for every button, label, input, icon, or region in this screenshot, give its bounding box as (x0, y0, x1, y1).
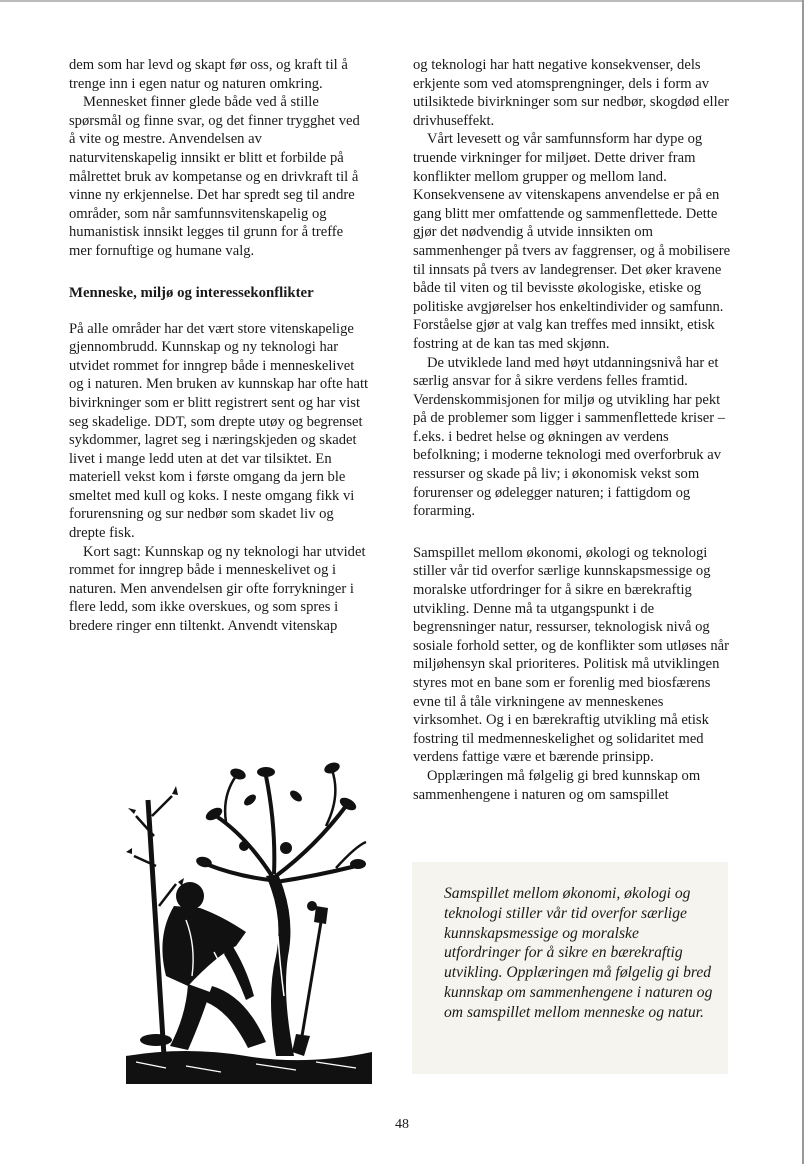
left-paragraph-3: På alle områder har det vært store vitenskapelige gjennombrudd. Kunnskap og ny teknologi har utvidet rommet for inngrep både i menneskelivet og i naturen. Men bruken av kunnskap har ofte hatt bivirkninger som er blitt registrert sent og har vist seg skadelige. DDT, som drepte utøy og begrenset sykdommer, lagret seg i næringskjeden og skadet livet i mange ledd uten at det var tilsiktet. En materiell vekst kom i første omgang da jern ble smeltet med kull og koks. I neste omgang fikk vi forurensning og sur nedbør som skadet liv og drepte fisk. (69, 320, 369, 542)
woodcut-man-planting-tree-icon (126, 756, 372, 1084)
left-paragraph-2: Mennesket finner glede både ved å stille spørsmål og finne svar, og det finner trygghet ved å vite og mestre. Anvendelsen av naturvitenskapelig innsikt er blitt et forbilde på målrettet bruk av kompetanse og en drivkraft til å vinne ny erkjennelse. Det har spredt seg til andre områder, som når samfunnsvitenskapelig og humanistisk innsikt legges til grunn for å treffe mer fornuftige og humane valg. (69, 94, 360, 259)
pull-quote-text: Samspillet mellom økonomi, økologi og teknologi stiller vår tid overfor særlige kunnskapsmessige og moralske utfordringer for å sikre en bærekraftig utvikling. Opplæringen må følgelig gi bred kunnskap om sammenhengene i naturen og om samspillet mellom menneske og natur. (444, 885, 713, 1021)
right-paragraph-1: og teknologi har hatt negative konsekvenser, dels erkjente som ved atomsprengninger, dels i form av utilsiktede bivirkninger som sur nedbør, skogdød eller drivhuseffekt. (413, 57, 729, 129)
right-paragraph-5: Opplæringen må følgelig gi bred kunnskap om sammenhengene i naturen og om samspillet (413, 767, 701, 803)
right-column (413, 56, 731, 804)
right-paragraph-2: Vårt levesett og vår samfunnsform har dype og truende virkninger for miljøet. Dette driver fram konflikter mellom grupper og mellom land. Konsekvensene av vitenskapens anvendelse er på en gang blitt mer omfattende og sammenflettede. Dette gjør det nødvendig å utvide innsikten om sammenhenger på tvers av faggrenser, og å mobilisere til innsats på tvers av landegrenser. Det øker kravene både til viten og til bevisste økologiske, etiske og politiske avgjørelser hos enkeltindivider og samfunn. Forståelse gjør at valg kan treffes med innsikt, etisk fostring at de kan tas med skjønn. (413, 131, 731, 352)
page-number: 48 (395, 1117, 409, 1132)
left-column (69, 56, 369, 636)
right-paragraph-4: Samspillet mellom økonomi, økologi og teknologi stiller vår tid overfor særlige kunnskapsmessige og moralske utfordringer for å sikre en bærekraftig utvikling. Denne må ta utgangspunkt i de begrensninger natur, ressurser, teknologisk nivå og sosiale forhold setter, og de konflikter som utløses når miljøhensyn skal prioriteres. Politisk må utviklingen styres mot en bane som er forenlig med biosfærens evne til å tåle virkningene av menneskenes virksomhet. Og i en bærekraftig utvikling må etisk fostring til medmenneskelighet og solidaritet med verdens fattige være et bærende prinsipp. (413, 544, 729, 766)
pull-quote-box (412, 862, 728, 1074)
page-edge-top (0, 0, 804, 2)
right-paragraph-3: De utviklede land med høyt utdanningsnivå har et særlig ansvar for å sikre verdens felles framtid. Verdenskommisjonen for miljø og utvikling har pekt på de problemer som ligger i sammenflettede kriser – f.eks. i bedret helse og økningen av verdens befolkning; i moderne teknologi med overforbruk av ressurser og skade på liv; i økonomisk vekst som forurenser og ødelegger naturen; i fattigdom og forarming. (413, 354, 726, 520)
left-paragraph-4: Kort sagt: Kunnskap og ny teknologi har utvidet rommet for inngrep både i menneskelivet og i naturen. Men anvendelsen gir ofte forrykninger i flere ledd, som ikke overskues, og som spres i bredere ringer enn tiltenkt. Anvendt vitenskap (69, 543, 366, 635)
section-heading: Menneske, miljø og interessekonflikter (69, 284, 314, 301)
left-paragraph-1: dem som har levd og skapt før oss, og kraft til å trenge inn i egen natur og naturen omkring. (69, 57, 348, 92)
